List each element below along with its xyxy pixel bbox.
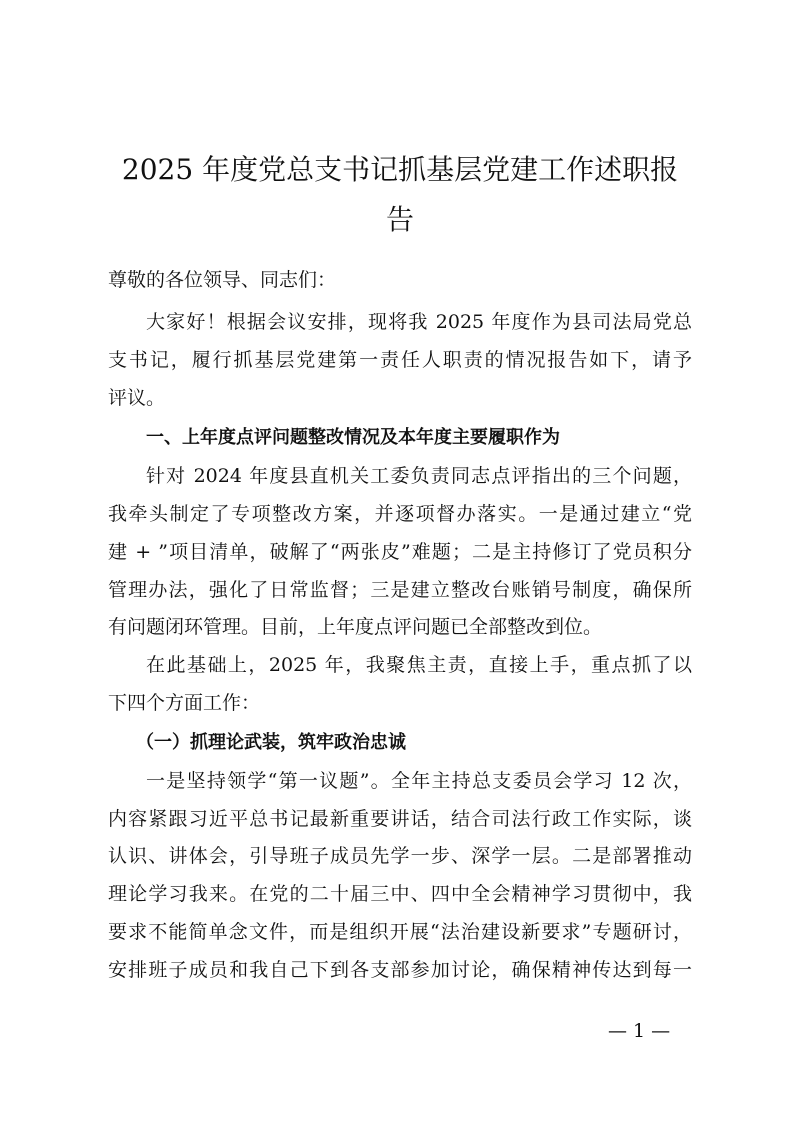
paragraph-line: 建 + ”项目清单，破解了“两张皮”难题；二是主持修订了党员积分 <box>108 541 692 563</box>
paragraph-line: 安排班子成员和我自己下到各支部参加讨论，确保精神传达到每一 <box>108 959 692 981</box>
paragraph-line: 要求不能简单念文件，而是组织开展“法治建设新要求”专题研讨， <box>108 921 692 943</box>
paragraph-line: 在此基础上，2025 年，我聚焦主责，直接上手，重点抓了以 <box>146 654 692 676</box>
paragraph-line: 大家好！根据会议安排，现将我 2025 年度作为县司法局党总 <box>146 311 692 333</box>
paragraph-line: 有问题闭环管理。目前，上年度点评问题已全部整改到位。 <box>108 616 603 638</box>
paragraph-line: 管理办法，强化了日常监督；三是建立整改台账销号制度，确保所 <box>108 579 692 601</box>
salutation: 尊敬的各位领导、同志们： <box>108 269 337 291</box>
document-title-line-2: 告 <box>385 203 414 236</box>
paragraph-line: 我牵头制定了专项整改方案，并逐项督办落实。一是通过建立“党 <box>108 503 692 525</box>
paragraph-line: 针对 2024 年度县直机关工委负责同志点评指出的三个问题， <box>146 465 692 487</box>
paragraph-line: 一是坚持领学“第一议题”。全年主持总支委员会学习 12 次， <box>146 770 692 792</box>
paragraph-line: 内容紧跟习近平总书记最新重要讲话，结合司法行政工作实际，谈 <box>108 808 692 830</box>
page-number: — 1 — <box>608 1020 671 1042</box>
paragraph-line: 下四个方面工作： <box>108 692 261 714</box>
paragraph-line: 评议。 <box>108 387 166 409</box>
section-heading: 一、上年度点评问题整改情况及本年度主要履职作为 <box>146 427 560 448</box>
document-title-line-1: 2025 年度党总支书记抓基层党建工作述职报 <box>121 153 679 186</box>
paragraph-line: 支书记，履行抓基层党建第一责任人职责的情况报告如下，请予 <box>108 349 692 371</box>
subsection-heading: （一）抓理论武装，筑牢政治忠诚 <box>136 732 406 753</box>
paragraph-line: 理论学习我来。在党的二十届三中、四中全会精神学习贯彻中，我 <box>108 883 692 905</box>
paragraph-line: 认识、讲体会，引导班子成员先学一步、深学一层。二是部署推动 <box>108 845 692 867</box>
